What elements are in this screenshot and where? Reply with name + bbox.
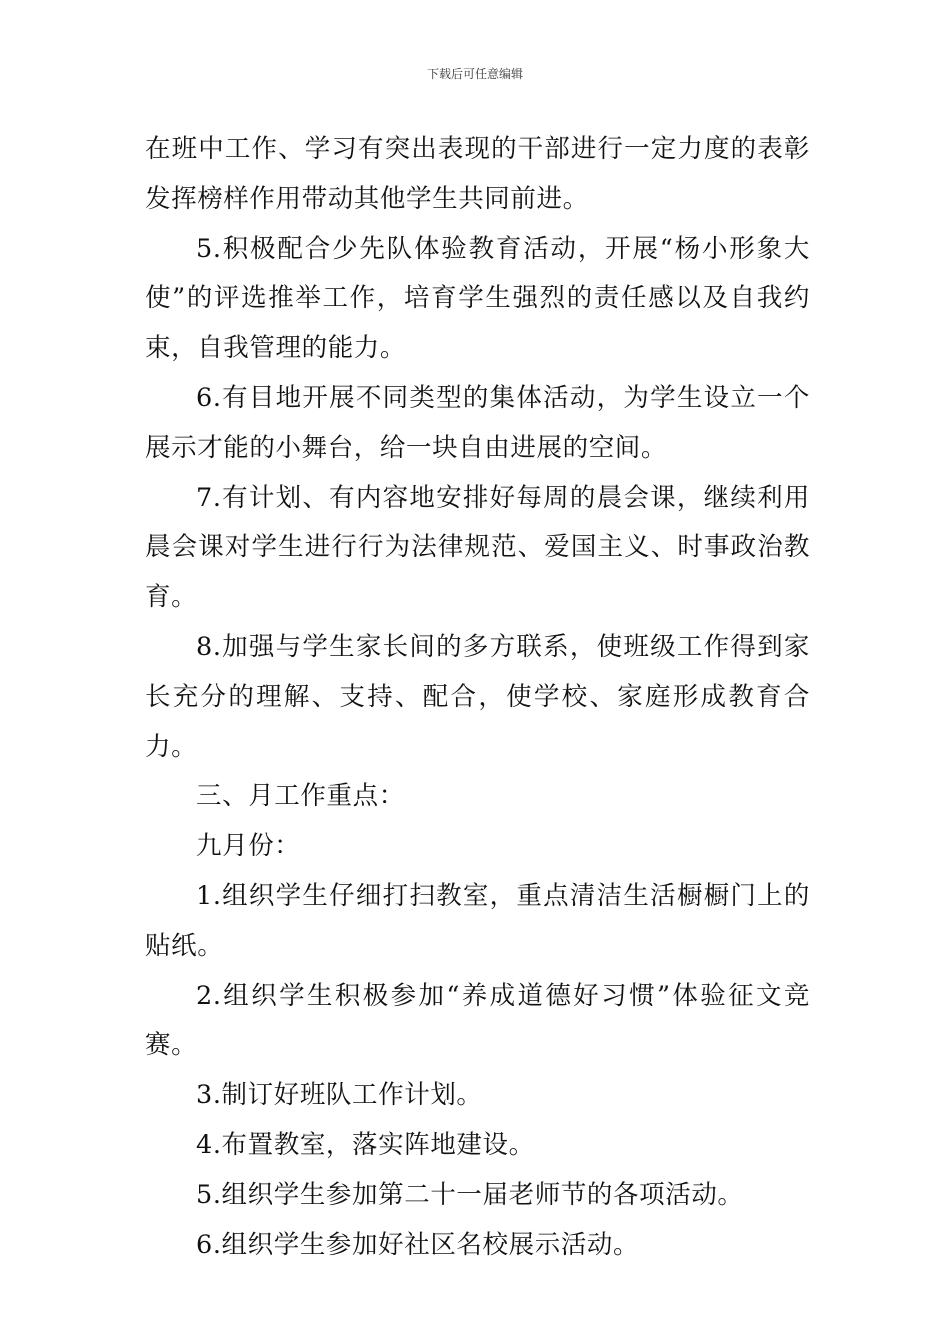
page-header-note: 下载后可任意编辑 bbox=[426, 67, 523, 81]
month-heading-september: 九月份： bbox=[196, 831, 301, 862]
document-body bbox=[145, 125, 810, 1270]
paragraph-item-8: 8.加强与学生家长间的多方联系，使班级工作得到家长充分的理解、支持、配合，使学校、家庭形成教育合力。 bbox=[145, 631, 810, 762]
september-item-2: 2.组织学生积极参加“养成道德好习惯”体验征文竞赛。 bbox=[145, 980, 810, 1061]
september-item-3: 3.制订好班队工作计划。 bbox=[196, 1080, 483, 1111]
paragraph-commendation: 在班中工作、学习有突出表现的干部进行一定力度的表彰发挥榜样作用带动其他学生共同前进。 bbox=[145, 134, 810, 214]
september-item-6: 6.组织学生参加好社区名校展示活动。 bbox=[196, 1229, 640, 1260]
september-item-4: 4.布置教室，落实阵地建设。 bbox=[196, 1129, 535, 1160]
section-heading-monthly-focus: 三、月工作重点： bbox=[196, 781, 405, 812]
paragraph-item-6: 6.有目地开展不同类型的集体活动，为学生设立一个展示才能的小舞台，给一块自由进展的空间。 bbox=[145, 382, 810, 463]
september-item-5: 5.组织学生参加第二十一届老师节的各项活动。 bbox=[196, 1179, 744, 1210]
paragraph-item-5: 5.积极配合少先队体验教育活动，开展“杨小形象大使”的评选推举工作，培育学生强烈的责任感以及自我约束，自我管理的能力。 bbox=[145, 233, 810, 364]
september-item-1: 1.组织学生仔细打扫教室，重点清洁生活橱橱门上的贴纸。 bbox=[145, 880, 810, 961]
paragraph-item-7: 7.有计划、有内容地安排好每周的晨会课，继续利用晨会课对学生进行行为法律规范、爱国主义、时事政治教育。 bbox=[145, 482, 810, 613]
